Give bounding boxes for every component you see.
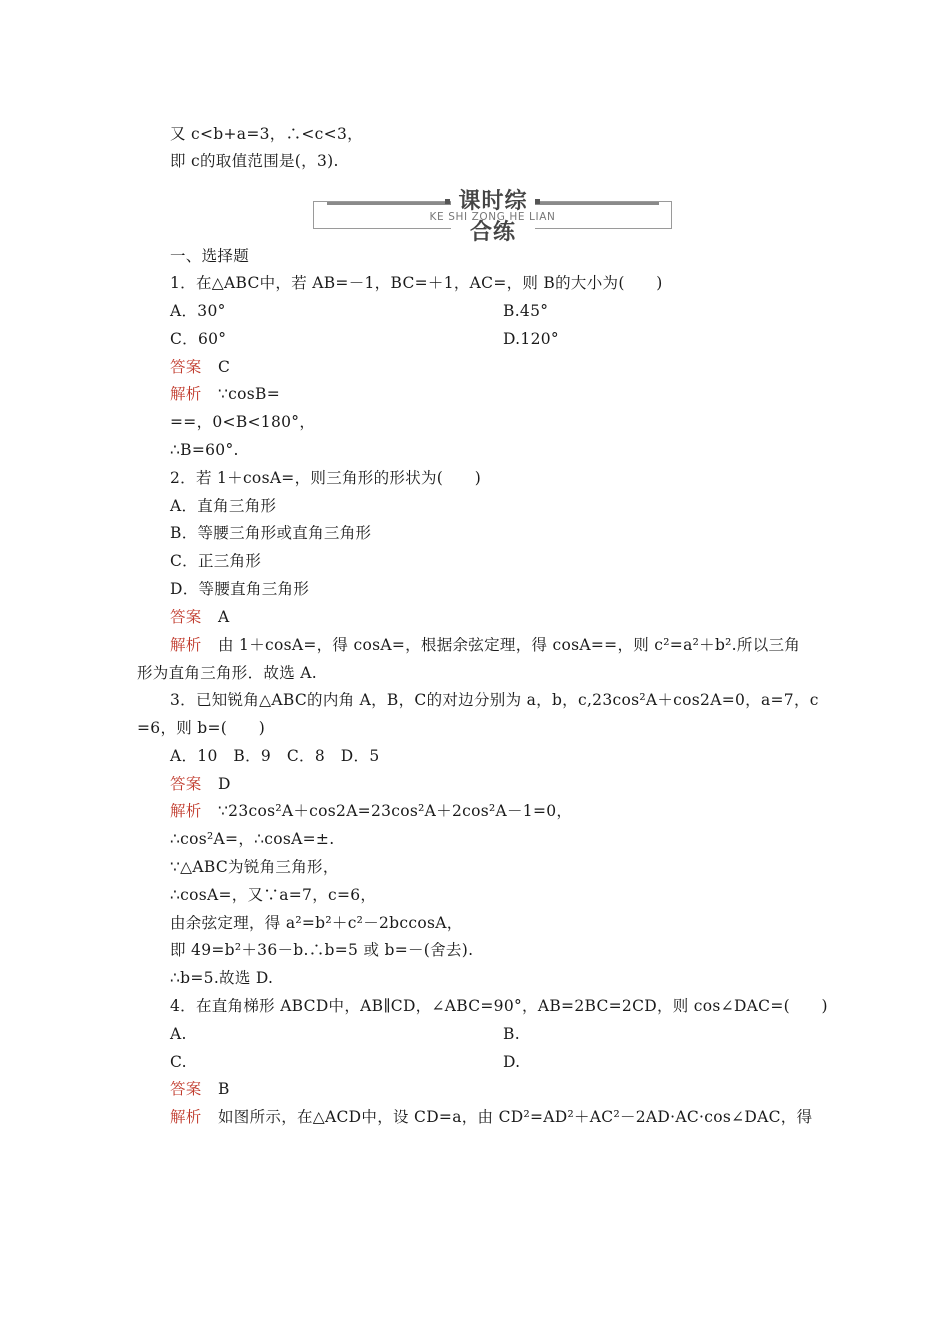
q4-analysis-label: 解析 — [170, 1108, 202, 1126]
q1-stem: 1．在△ABC中，若 AB=－1，BC=＋1，AC=，则 B的大小为( ) — [170, 274, 663, 292]
q2-analysis-line-2: 形为直角三角形．故选 A. — [137, 664, 317, 682]
banner-title: 课时综合练 — [451, 184, 535, 246]
q3-stem-line-2: =6，则 b=( ) — [137, 719, 266, 737]
q2-option-b: B．等腰三角形或直角三角形 — [170, 524, 372, 542]
q2-option-c: C．正三角形 — [170, 552, 262, 570]
q3-analysis-line-6: 即 49=b²＋36－b.∴b=5 或 b=－(舍去). — [170, 941, 474, 959]
q3-analysis-label: 解析 — [170, 802, 202, 820]
q1-answer: C — [218, 358, 231, 376]
q3-analysis-line-2: ∴cos²A=，∴cosA=±. — [170, 830, 335, 848]
banner-dot-left-icon — [445, 199, 450, 204]
q1-analysis-line-2: ==，0<B<180°， — [170, 413, 316, 431]
q2-option-d: D．等腰直角三角形 — [170, 580, 310, 598]
q1-analysis-line-3: ∴B=60°. — [170, 441, 239, 459]
q2-analysis-line-1: 由 1＋cosA=，得 cosA=，根据余弦定理，得 cosA==，则 c²=a²＋b².所以三角 — [218, 636, 801, 654]
q4-option-a: A. — [170, 1025, 187, 1043]
q2-answer-label: 答案 — [170, 608, 202, 626]
q1-analysis-label: 解析 — [170, 385, 202, 403]
intro-line-1: 又 c<b+a=3，∴<c<3， — [170, 125, 363, 143]
q1-option-a: A．30° — [170, 302, 226, 320]
q2-option-a: A．直角三角形 — [170, 497, 277, 515]
q4-analysis-line-1: 如图所示，在△ACD中，设 CD=a，由 CD²=AD²＋AC²－2AD·AC·cos∠DAC，得 — [218, 1108, 813, 1126]
q4-answer-label: 答案 — [170, 1080, 202, 1098]
q4-option-b: B. — [503, 1025, 520, 1043]
q3-analysis-line-4: ∴cosA=，又∵a=7，c=6， — [170, 886, 377, 904]
banner-bar-left — [327, 202, 451, 205]
q4-option-d: D. — [503, 1053, 521, 1071]
q3-analysis-line-5: 由余弦定理，得 a²=b²＋c²－2bccosA， — [170, 914, 463, 932]
q1-option-b: B.45° — [503, 302, 549, 320]
q3-analysis-line-7: ∴b=5.故选 D. — [170, 969, 274, 987]
q3-analysis-line-3: ∵△ABC为锐角三角形， — [170, 858, 339, 876]
q3-answer: D — [218, 775, 231, 793]
section-heading: 一、选择题 — [170, 247, 250, 265]
q2-analysis-label: 解析 — [170, 636, 202, 654]
q1-option-d: D.120° — [503, 330, 559, 348]
banner-bar-right — [535, 202, 659, 205]
q1-option-c: C．60° — [170, 330, 227, 348]
q4-stem: 4．在直角梯形 ABCD中，AB∥CD，∠ABC=90°，AB=2BC=2CD，则 cos∠DAC=( ) — [170, 997, 828, 1015]
q4-answer: B — [218, 1080, 230, 1098]
q2-answer: A — [218, 608, 230, 626]
banner-subtitle: KE SHI ZONG HE LIAN — [429, 211, 556, 223]
banner-dot-right-icon — [535, 199, 540, 204]
q3-options: A．10 B．9 C．8 D．5 — [170, 747, 380, 765]
q3-analysis-line-1: ∵23cos²A＋cos2A=23cos²A＋2cos²A－1=0， — [218, 802, 573, 820]
section-banner — [313, 186, 672, 245]
q4-option-c: C. — [170, 1053, 187, 1071]
q1-answer-label: 答案 — [170, 358, 202, 376]
intro-line-2: 即 c的取值范围是(，3). — [170, 152, 339, 170]
q1-analysis-line-1: ∵cosB= — [218, 385, 281, 403]
q2-stem: 2．若 1＋cosA=，则三角形的形状为( ) — [170, 469, 482, 487]
q3-stem-line-1: 3．已知锐角△ABC的内角 A，B，C的对边分别为 a，b，c,23cos²A＋cos2A=0，a=7，c — [170, 691, 819, 709]
q3-answer-label: 答案 — [170, 775, 202, 793]
